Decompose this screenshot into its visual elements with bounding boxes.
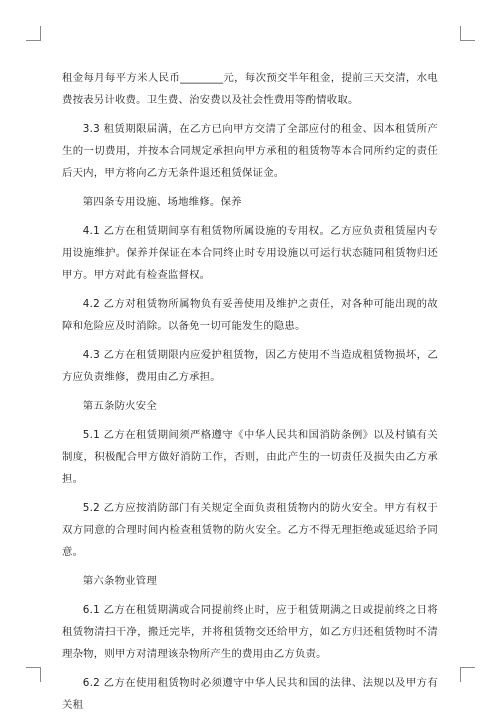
paragraph-4-2: 4.2 乙方对租赁物所属物负有妥善使用及维护之责任，对各种可能出现的故障和危险应及时消除。以备免一切可能发生的隐患。 (62, 298, 438, 332)
paragraph-3-3: 3.3 租赁期限届满，在乙方已向甲方交清了全部应付的租金、因本租赁所产生的一切费用，并按本合同规定承担向甲方承租的租赁物等本合同所约定的责任后天内，甲方将向乙方无条件退还租赁保证金。 (62, 123, 438, 179)
crop-mark-top-left (26, 26, 41, 41)
crop-mark-top-right (460, 26, 475, 41)
paragraph-4-3: 4.3 乙方在租赁期限内应爱护租赁物，因乙方使用不当造成租赁物损坏，乙方应负责维修，费用由乙方承担。 (62, 349, 438, 383)
paragraph-6-1: 6.1 乙方在租赁期满或合同提前终止时，应于租赁期满之日或提前终之日将租赁物清扫干净，搬迁完毕，并将租赁物交还给甲方，如乙方归还租赁物时不清理杂物，则甲方对清理该杂物所产生的费用由乙方负责。 (62, 604, 438, 660)
crop-mark-bottom-right (460, 667, 475, 682)
paragraph-rent-rate: 租金每月每平方米人民币________元，每次预交半年租金，提前三天交清，水电费按表另计收费。卫生费、治安费以及社会性费用等酌情收取。 (62, 72, 438, 106)
crop-mark-bottom-left (26, 667, 41, 682)
paragraph-5-2: 5.2 乙方应按消防部门有关规定全面负责租赁物内的防火安全。甲方有权于双方同意的合理时间内检查租赁物的防火安全。乙方不得无理拒绝或延迟给予同意。 (62, 502, 438, 558)
paragraph-6-2: 6.2 乙方在使用租赁物时必须遵守中华人民共和国的法律、法规以及甲方有关租 (62, 677, 438, 711)
paragraph-4-1: 4.1 乙方在租赁期间享有租赁物所属设施的专用权。乙方应负责租赁屋内专用设施维护。保养并保证在本合同终止时专用设施以可运行状态随同租赁物归还甲方。甲方对此有检查监督权。 (62, 225, 438, 281)
paragraph-5-1: 5.1 乙方在租赁期间须严格遵守《中华人民共和国消防条例》以及村镇有关制度，积极配合甲方做好消防工作，否则，由此产生的一切责任及损失由乙方承担。 (62, 429, 438, 485)
document-body (62, 67, 438, 723)
section-heading-article-4: 第四条专用设施、场地维修。保养 (82, 196, 242, 208)
section-heading-article-5: 第五条防火安全 (82, 400, 157, 412)
section-heading-article-6: 第六条物业管理 (82, 575, 157, 587)
